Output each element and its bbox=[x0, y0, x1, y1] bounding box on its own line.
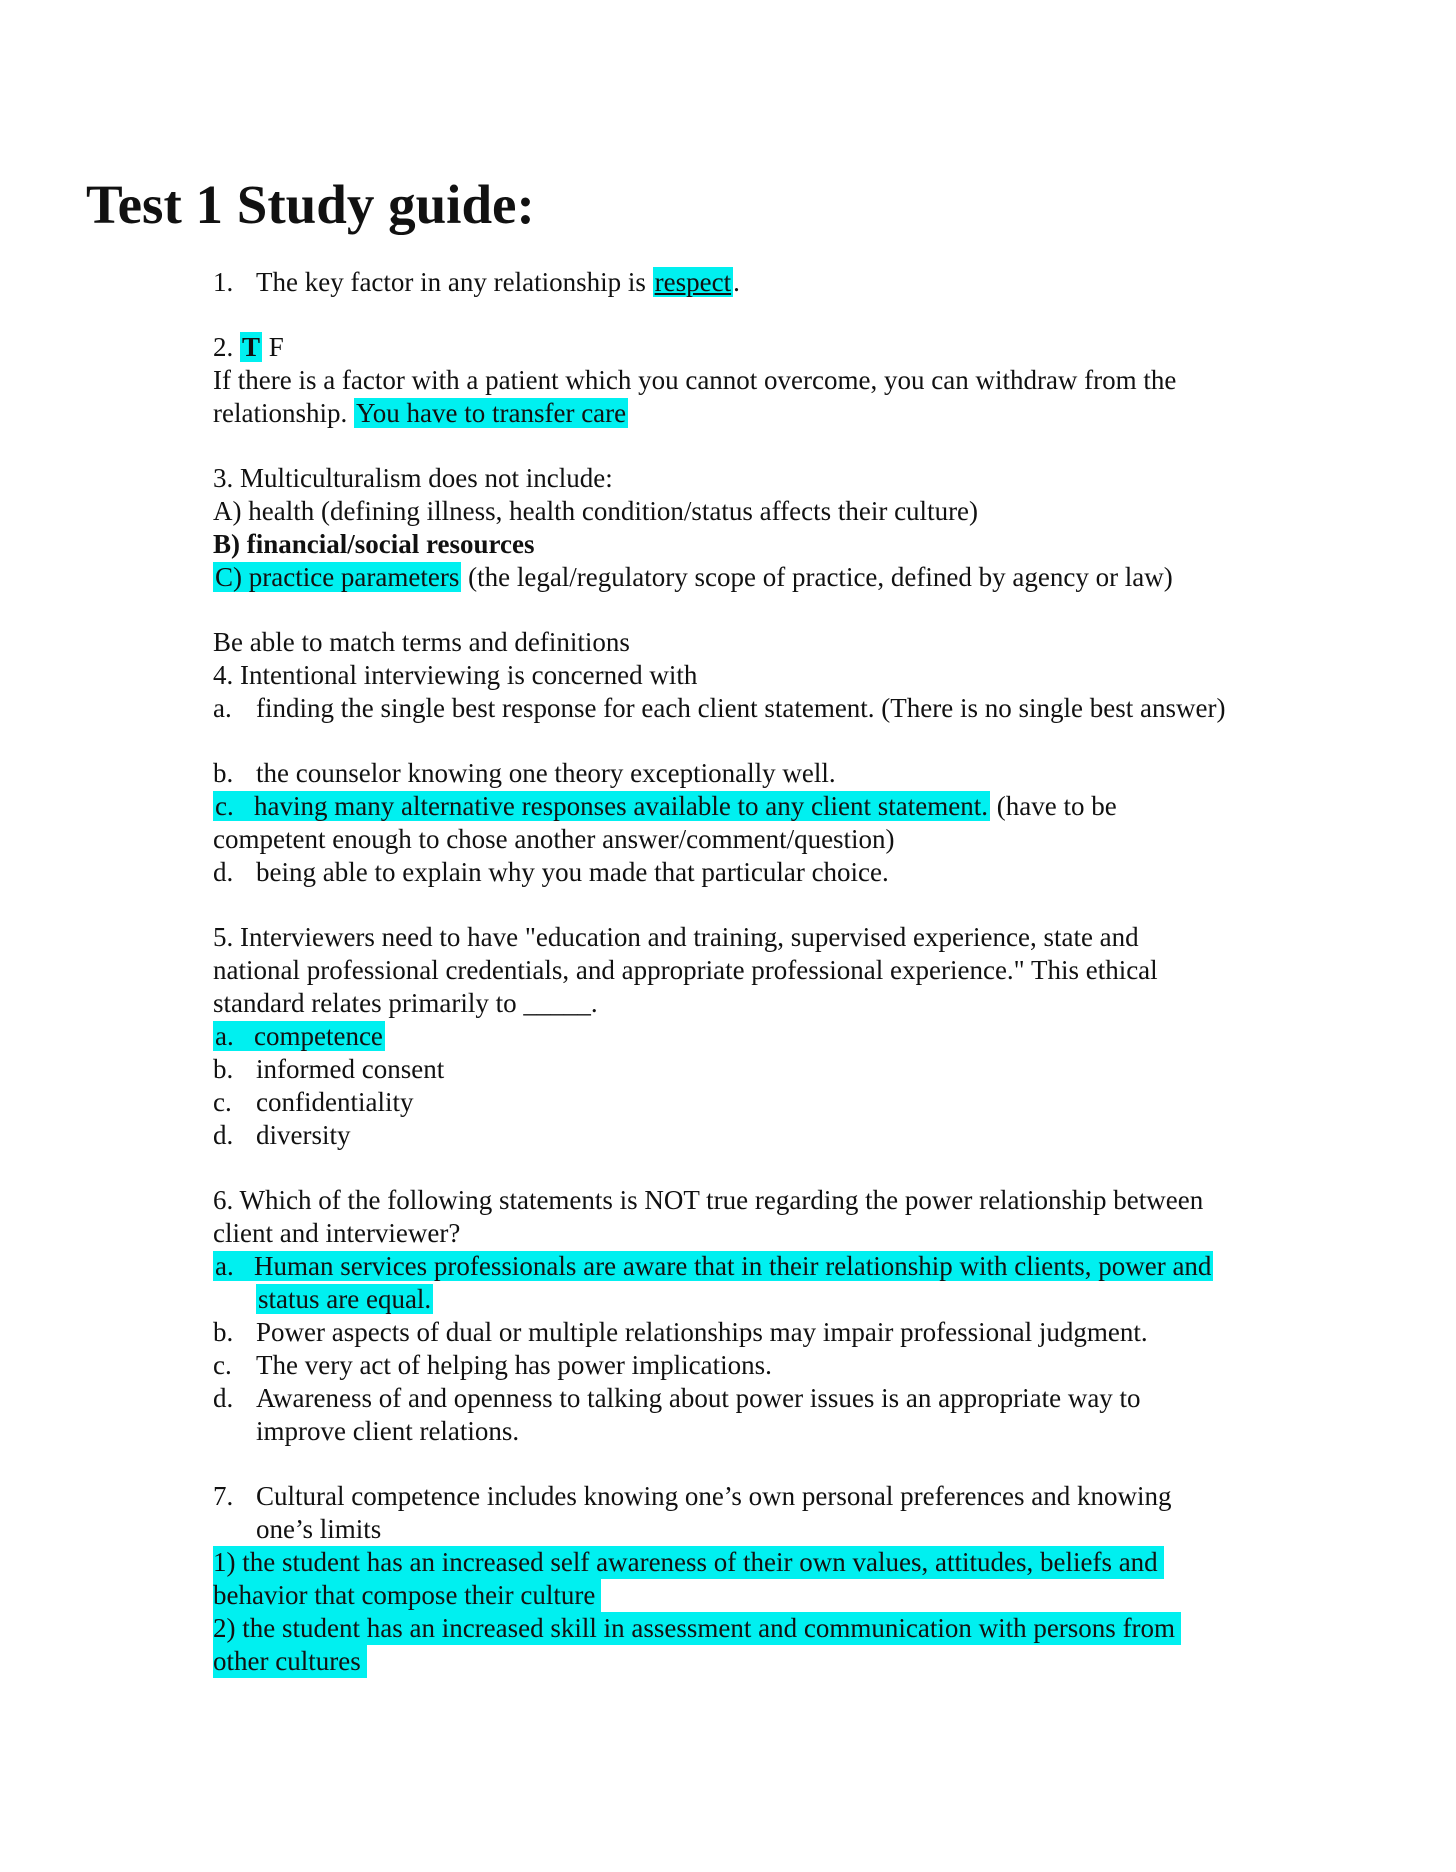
question-1 bbox=[213, 266, 1313, 299]
q6-option-b bbox=[213, 1316, 1313, 1349]
q2-answer: You have to transfer care bbox=[355, 398, 627, 428]
question-2-label bbox=[213, 331, 1313, 364]
q7-answer-1-line1 bbox=[213, 1546, 1313, 1579]
q5-a-answer: a. competence bbox=[215, 1021, 383, 1051]
q7-answer-1-text1: 1) the student has an increased self awareness of their own values, attitudes, beliefs and bbox=[213, 1546, 1164, 1579]
q1-end: . bbox=[733, 267, 740, 297]
q1-text: The key factor in any relationship is bbox=[256, 267, 653, 297]
q4-option-c-line2: competent enough to chose another answer/comment/question) bbox=[213, 824, 895, 854]
q6-d-label: d. bbox=[213, 1383, 234, 1413]
q6-a-answer-line1: a. Human services professionals are aware that in their relationship with clients, power and bbox=[215, 1251, 1212, 1281]
q5-c-label: c. bbox=[213, 1087, 232, 1117]
q5-b-text: informed consent bbox=[256, 1054, 445, 1084]
q7-answer-1-text2: behavior that compose their culture bbox=[213, 1579, 601, 1612]
q1-number: 1. bbox=[213, 267, 234, 297]
q5-d-label: d. bbox=[213, 1120, 234, 1150]
q6-d-text-line1: Awareness of and openness to talking about power issues is an appropriate way to bbox=[256, 1383, 1141, 1413]
q2-false: F bbox=[262, 332, 284, 362]
q5-stem-line2: national professional credentials, and appropriate professional experience." This ethical bbox=[213, 955, 1158, 985]
q6-b-label: b. bbox=[213, 1317, 234, 1347]
q7-text-line1: Cultural competence includes knowing one’s own personal preferences and knowing bbox=[256, 1481, 1172, 1511]
q6-option-c bbox=[213, 1349, 1313, 1382]
q6-option-d bbox=[213, 1382, 1313, 1415]
study-guide-content bbox=[213, 266, 1313, 1678]
q5-option-d bbox=[213, 1119, 1313, 1152]
q6-c-text: The very act of helping has power implications. bbox=[256, 1350, 772, 1380]
q3-option-c-answer: C) practice parameters bbox=[215, 562, 460, 592]
q6-stem-line2: client and interviewer? bbox=[213, 1218, 461, 1248]
q5-option-c bbox=[213, 1086, 1313, 1119]
q7-number: 7. bbox=[213, 1481, 234, 1511]
q5-stem-line3: standard relates primarily to _____. bbox=[213, 988, 598, 1018]
q3-option-a: A) health (defining illness, health condition/status affects their culture) bbox=[213, 496, 979, 526]
q2-statement-line2 bbox=[213, 397, 1313, 430]
q4-c-note: (have to be bbox=[989, 791, 1117, 821]
q6-a-answer-line2: status are equal. bbox=[258, 1284, 432, 1314]
q7-answer-2-line2 bbox=[213, 1645, 1313, 1678]
q5-stem-line1: 5. Interviewers need to have "education and training, supervised experience, state and bbox=[213, 922, 1139, 952]
q4-b-label: b. bbox=[213, 758, 234, 788]
page-title: Test 1 Study guide: bbox=[86, 174, 535, 235]
q6-b-text: Power aspects of dual or multiple relationships may impair professional judgment. bbox=[256, 1317, 1148, 1347]
q2-statement-line1: If there is a factor with a patient which you cannot overcome, you can withdraw from the bbox=[213, 365, 1177, 395]
q3-option-c-note: (the legal/regulatory scope of practice, defined by agency or law) bbox=[461, 562, 1173, 592]
q7-stem-line1 bbox=[213, 1480, 1313, 1513]
q4-c-answer: c. having many alternative responses available to any client statement. bbox=[215, 791, 988, 821]
q4-d-label: d. bbox=[213, 857, 234, 887]
q4-b-text: the counselor knowing one theory exceptionally well. bbox=[256, 758, 836, 788]
q7-answer-2-text1: 2) the student has an increased skill in assessment and communication with persons from bbox=[213, 1612, 1181, 1645]
q6-option-a-line2 bbox=[213, 1283, 1313, 1316]
q6-c-label: c. bbox=[213, 1350, 232, 1380]
q4-stem: 4. Intentional interviewing is concerned with bbox=[213, 660, 698, 690]
match-note: Be able to match terms and definitions bbox=[213, 627, 630, 657]
q2-true-answer: T bbox=[242, 332, 261, 362]
q6-option-d-line2: improve client relations. bbox=[256, 1416, 520, 1446]
q3-option-b: B) financial/social resources bbox=[213, 529, 535, 559]
q4-d-text: being able to explain why you made that particular choice. bbox=[256, 857, 889, 887]
q5-option-b bbox=[213, 1053, 1313, 1086]
q7-stem-line2: one’s limits bbox=[256, 1514, 382, 1544]
q5-c-text: confidentiality bbox=[256, 1087, 414, 1117]
q5-d-text: diversity bbox=[256, 1120, 351, 1150]
q4-option-d bbox=[213, 856, 1313, 889]
q4-option-b bbox=[213, 757, 1313, 790]
q6-stem-line1: 6. Which of the following statements is NOT true regarding the power relationship between bbox=[213, 1185, 1204, 1215]
q7-answer-1-line2 bbox=[213, 1579, 1313, 1612]
q2-line2-text: relationship. bbox=[213, 398, 354, 428]
q5-option-a bbox=[213, 1020, 1313, 1053]
q3-option-c bbox=[213, 561, 1313, 594]
q5-b-label: b. bbox=[213, 1054, 234, 1084]
q6-option-a bbox=[213, 1250, 1313, 1283]
q4-a-label: a. bbox=[213, 693, 232, 723]
q4-option-a bbox=[213, 692, 1313, 725]
q1-answer: respect bbox=[654, 267, 732, 297]
q4-a-text: finding the single best response for each client statement. (There is no single best answer) bbox=[256, 693, 1226, 723]
q2-number: 2. bbox=[213, 332, 240, 362]
q7-answer-2-line1 bbox=[213, 1612, 1313, 1645]
q3-stem: 3. Multiculturalism does not include: bbox=[213, 463, 613, 493]
q7-answer-2-text2: other cultures bbox=[213, 1645, 367, 1678]
q4-option-c bbox=[213, 790, 1313, 823]
